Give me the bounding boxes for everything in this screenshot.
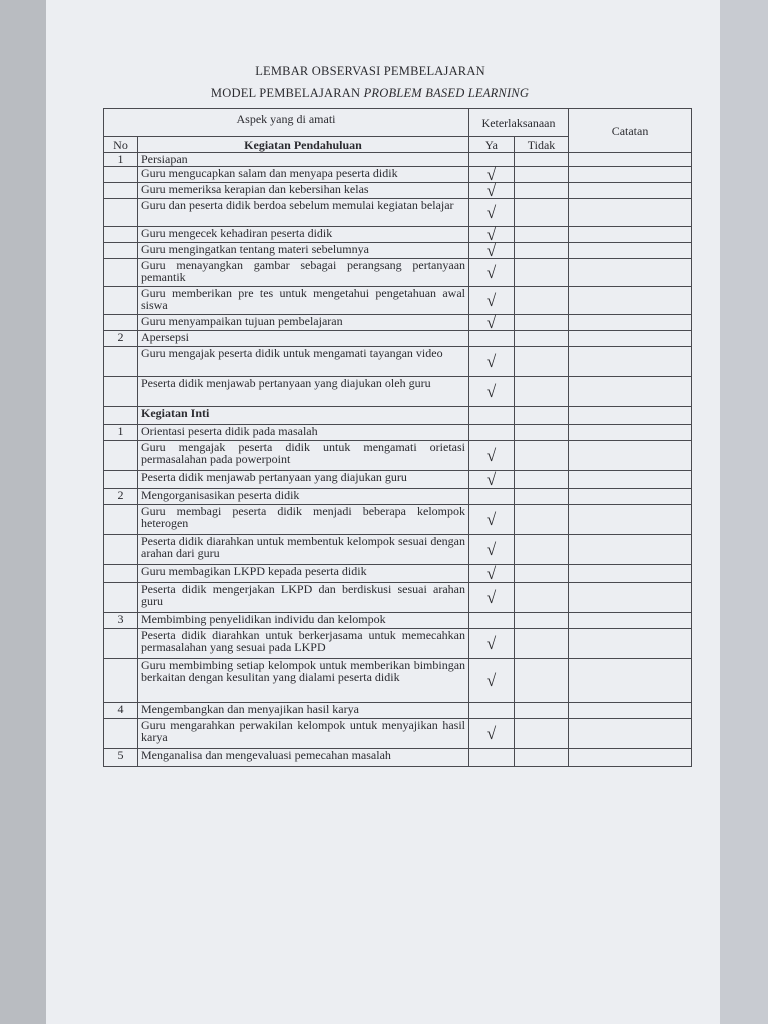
- row-tidak: [515, 287, 569, 315]
- row-number: 1: [104, 153, 138, 167]
- row-ya-check: √: [469, 183, 515, 199]
- row-catatan: [569, 315, 692, 331]
- row-catatan: [569, 489, 692, 505]
- subtitle-prefix: MODEL PEMBELAJARAN: [210, 86, 364, 100]
- row-activity: Peserta didik diarahkan untuk berkerjasama untuk memecahkan permasalahan yang sesuai pada LKPD: [138, 629, 469, 659]
- row-activity: Guru mengecek kehadiran peserta didik: [138, 227, 469, 243]
- row-ya-check: √: [469, 565, 515, 583]
- row-number: [104, 565, 138, 583]
- header-row-top: [104, 109, 692, 137]
- row-number: [104, 287, 138, 315]
- row-tidak: [515, 315, 569, 331]
- row-tidak: [515, 347, 569, 377]
- row-number: [104, 243, 138, 259]
- row-activity: Guru mengajak peserta didik untuk mengamati tayangan video: [138, 347, 469, 377]
- table-row: [104, 659, 692, 703]
- row-activity: Mengorganisasikan peserta didik: [138, 489, 469, 505]
- row-ya-check: √: [469, 227, 515, 243]
- row-tidak: [515, 659, 569, 703]
- row-catatan: [569, 183, 692, 199]
- row-ya-check: √: [469, 471, 515, 489]
- row-tidak: [515, 243, 569, 259]
- table-row: [104, 629, 692, 659]
- subtitle-model-name: PROBLEM BASED LEARNING: [363, 86, 530, 100]
- row-tidak: [515, 407, 569, 425]
- header-no: No: [104, 137, 138, 153]
- row-number: [104, 315, 138, 331]
- table-row: [104, 489, 692, 505]
- row-number: [104, 407, 138, 425]
- row-catatan: [569, 565, 692, 583]
- row-catatan: [569, 535, 692, 565]
- row-ya-check: √: [469, 659, 515, 703]
- row-activity: Mengembangkan dan menyajikan hasil karya: [138, 703, 469, 719]
- row-tidak: [515, 441, 569, 471]
- row-number: [104, 183, 138, 199]
- table-row: [104, 407, 692, 425]
- row-number: [104, 167, 138, 183]
- table-row: [104, 441, 692, 471]
- row-tidak: [515, 167, 569, 183]
- row-catatan: [569, 259, 692, 287]
- header-kegiatan-pendahuluan: Kegiatan Pendahuluan: [138, 137, 469, 153]
- row-tidak: [515, 535, 569, 565]
- row-tidak: [515, 153, 569, 167]
- header-aspek: Aspek yang di amati: [104, 109, 469, 137]
- row-number: [104, 505, 138, 535]
- row-activity: Guru mengingatkan tentang materi sebelumnya: [138, 243, 469, 259]
- row-number: 1: [104, 425, 138, 441]
- row-catatan: [569, 471, 692, 489]
- table-row: [104, 347, 692, 377]
- row-number: 2: [104, 489, 138, 505]
- row-catatan: [569, 441, 692, 471]
- row-ya-check: √: [469, 199, 515, 227]
- row-catatan: [569, 583, 692, 613]
- row-ya-check: [469, 489, 515, 505]
- row-catatan: [569, 659, 692, 703]
- row-tidak: [515, 489, 569, 505]
- row-activity: Apersepsi: [138, 331, 469, 347]
- row-catatan: [569, 199, 692, 227]
- row-tidak: [515, 183, 569, 199]
- header-catatan: Catatan: [569, 109, 692, 153]
- row-number: 5: [104, 749, 138, 767]
- row-ya-check: √: [469, 719, 515, 749]
- document-subtitle: [0, 86, 740, 101]
- row-catatan: [569, 331, 692, 347]
- row-number: [104, 441, 138, 471]
- row-catatan: [569, 153, 692, 167]
- row-catatan: [569, 407, 692, 425]
- table-row: [104, 471, 692, 489]
- row-tidak: [515, 583, 569, 613]
- row-activity: Kegiatan Inti: [138, 407, 469, 425]
- row-number: [104, 347, 138, 377]
- row-tidak: [515, 259, 569, 287]
- row-number: [104, 199, 138, 227]
- row-number: [104, 535, 138, 565]
- row-ya-check: √: [469, 377, 515, 407]
- row-number: [104, 629, 138, 659]
- row-activity: Guru mengajak peserta didik untuk mengamati orietasi permasalahan pada powerpoint: [138, 441, 469, 471]
- row-ya-check: √: [469, 347, 515, 377]
- row-tidak: [515, 331, 569, 347]
- row-tidak: [515, 749, 569, 767]
- row-catatan: [569, 287, 692, 315]
- table-row: [104, 377, 692, 407]
- row-tidak: [515, 565, 569, 583]
- row-activity: Guru membagikan LKPD kepada peserta didik: [138, 565, 469, 583]
- table-row: [104, 227, 692, 243]
- row-catatan: [569, 719, 692, 749]
- header-tidak: Tidak: [515, 137, 569, 153]
- row-activity: Orientasi peserta didik pada masalah: [138, 425, 469, 441]
- row-number: 3: [104, 613, 138, 629]
- row-activity: Guru mengarahkan perwakilan kelompok untuk menyajikan hasil karya: [138, 719, 469, 749]
- row-ya-check: √: [469, 243, 515, 259]
- row-ya-check: √: [469, 315, 515, 331]
- row-catatan: [569, 749, 692, 767]
- row-activity: Guru menayangkan gambar sebagai perangsang pertanyaan pemantik: [138, 259, 469, 287]
- table-row: [104, 183, 692, 199]
- header-keterlaksanaan: Keterlaksanaan: [469, 109, 569, 137]
- table-row: [104, 719, 692, 749]
- row-activity: Peserta didik menjawab pertanyaan yang diajukan oleh guru: [138, 377, 469, 407]
- row-activity: Guru mengucapkan salam dan menyapa peserta didik: [138, 167, 469, 183]
- row-tidak: [515, 425, 569, 441]
- table-row: [104, 199, 692, 227]
- row-catatan: [569, 425, 692, 441]
- row-tidak: [515, 629, 569, 659]
- row-ya-check: [469, 703, 515, 719]
- observation-table: [103, 108, 692, 767]
- row-ya-check: √: [469, 629, 515, 659]
- row-activity: Peserta didik mengerjakan LKPD dan berdiskusi sesuai arahan guru: [138, 583, 469, 613]
- row-ya-check: [469, 331, 515, 347]
- row-tidak: [515, 199, 569, 227]
- row-activity: Guru membimbing setiap kelompok untuk memberikan bimbingan berkaitan dengan kesulitan yang dialami peserta didik: [138, 659, 469, 703]
- background-right: [720, 0, 768, 1024]
- table-row: [104, 535, 692, 565]
- table-row: [104, 703, 692, 719]
- row-tidak: [515, 703, 569, 719]
- row-number: [104, 659, 138, 703]
- row-number: 4: [104, 703, 138, 719]
- row-catatan: [569, 227, 692, 243]
- row-activity: Guru menyampaikan tujuan pembelajaran: [138, 315, 469, 331]
- row-tidak: [515, 377, 569, 407]
- row-number: [104, 227, 138, 243]
- row-catatan: [569, 243, 692, 259]
- table-row: [104, 167, 692, 183]
- table-row: [104, 749, 692, 767]
- row-activity: Menganalisa dan mengevaluasi pemecahan masalah: [138, 749, 469, 767]
- table-row: [104, 505, 692, 535]
- table-row: [104, 243, 692, 259]
- row-ya-check: √: [469, 535, 515, 565]
- row-number: [104, 583, 138, 613]
- row-ya-check: √: [469, 505, 515, 535]
- row-tidak: [515, 471, 569, 489]
- table-row: [104, 425, 692, 441]
- row-catatan: [569, 505, 692, 535]
- row-tidak: [515, 505, 569, 535]
- row-activity: Persiapan: [138, 153, 469, 167]
- row-ya-check: [469, 425, 515, 441]
- row-ya-check: √: [469, 583, 515, 613]
- row-catatan: [569, 347, 692, 377]
- row-activity: Peserta didik diarahkan untuk membentuk kelompok sesuai dengan arahan dari guru: [138, 535, 469, 565]
- row-catatan: [569, 629, 692, 659]
- row-ya-check: [469, 613, 515, 629]
- row-activity: Membimbing penyelidikan individu dan kelompok: [138, 613, 469, 629]
- document-title: LEMBAR OBSERVASI PEMBELAJARAN: [255, 64, 485, 78]
- row-number: [104, 719, 138, 749]
- background-left: [0, 0, 46, 1024]
- row-catatan: [569, 613, 692, 629]
- row-ya-check: [469, 407, 515, 425]
- row-ya-check: √: [469, 259, 515, 287]
- row-tidak: [515, 719, 569, 749]
- table-row: [104, 583, 692, 613]
- table-row: [104, 613, 692, 629]
- row-ya-check: [469, 749, 515, 767]
- header-ya: Ya: [469, 137, 515, 153]
- row-catatan: [569, 167, 692, 183]
- row-activity: Peserta didik menjawab pertanyaan yang diajukan guru: [138, 471, 469, 489]
- row-activity: Guru memberikan pre tes untuk mengetahui pengetahuan awal siswa: [138, 287, 469, 315]
- row-ya-check: √: [469, 441, 515, 471]
- row-ya-check: √: [469, 287, 515, 315]
- row-activity: Guru dan peserta didik berdoa sebelum memulai kegiatan belajar: [138, 199, 469, 227]
- table-row: [104, 153, 692, 167]
- row-tidak: [515, 227, 569, 243]
- row-number: [104, 259, 138, 287]
- table-row: [104, 315, 692, 331]
- row-activity: Guru membagi peserta didik menjadi beberapa kelompok heterogen: [138, 505, 469, 535]
- row-number: 2: [104, 331, 138, 347]
- table-row: [104, 287, 692, 315]
- row-catatan: [569, 703, 692, 719]
- row-number: [104, 471, 138, 489]
- row-tidak: [515, 613, 569, 629]
- row-catatan: [569, 377, 692, 407]
- table-row: [104, 259, 692, 287]
- row-ya-check: √: [469, 167, 515, 183]
- table-row: [104, 331, 692, 347]
- table-row: [104, 565, 692, 583]
- row-number: [104, 377, 138, 407]
- row-activity: Guru memeriksa kerapian dan kebersihan kelas: [138, 183, 469, 199]
